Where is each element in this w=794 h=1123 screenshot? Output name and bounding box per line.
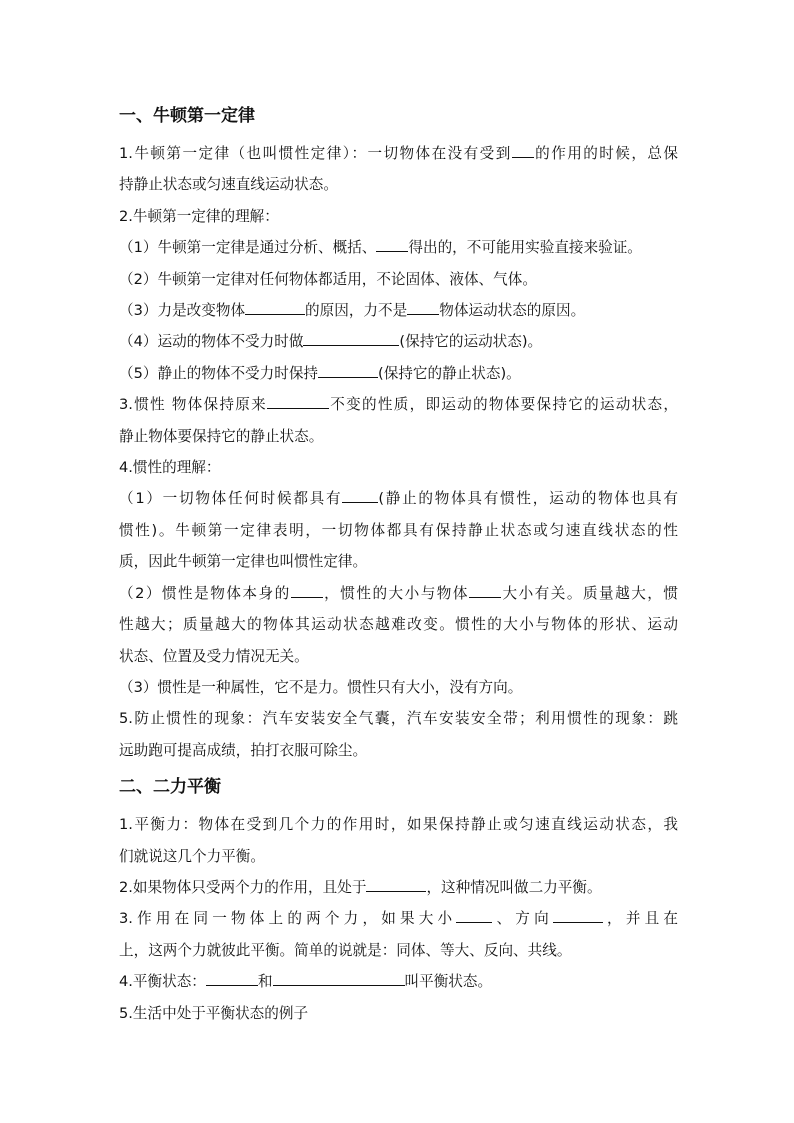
text: 上，这两个力就彼此平衡。简单的说就是：同体、等大、反向、共线。 bbox=[119, 941, 572, 959]
s1-line-1 bbox=[119, 138, 678, 169]
text: 4.平衡状态： bbox=[119, 973, 206, 991]
s2-line-5 bbox=[119, 935, 678, 966]
text: ，并且在 bbox=[602, 910, 678, 928]
fill-blank[interactable] bbox=[512, 143, 534, 158]
s1-line-12 bbox=[119, 483, 678, 514]
fill-blank[interactable] bbox=[342, 488, 378, 503]
text: （3）力是改变物体 bbox=[119, 302, 246, 320]
text: 5.防止惯性的现象：汽车安装安全气囊，汽车安装安全带；利用惯性的现象：跳 bbox=[119, 710, 678, 728]
text: 1.牛顿第一定律（也叫惯性定律）：一切物体在没有受到 bbox=[119, 145, 512, 162]
text: 不变的性质，即运动的物体要保持它的运动状态， bbox=[329, 396, 678, 414]
text: (静止的物体具有惯性，运动的物体也具有 bbox=[378, 490, 678, 508]
fill-blank[interactable] bbox=[366, 877, 426, 892]
text: （2）牛顿第一定律对任何物体都适用，不论固体、液体、气体。 bbox=[119, 270, 537, 288]
text: 2.如果物体只受两个力的作用，且处于 bbox=[119, 878, 367, 896]
text: (保持它的静止状态)。 bbox=[378, 364, 521, 382]
text: （2）惯性是物体本身的 bbox=[119, 584, 291, 602]
text: 3.惯性 物体保持原来 bbox=[119, 396, 267, 414]
fill-blank[interactable] bbox=[318, 363, 378, 378]
s2-line-7 bbox=[119, 998, 678, 1029]
s1-line-5 bbox=[119, 264, 678, 295]
text: 4.惯性的理解： bbox=[119, 459, 221, 477]
s1-line-13 bbox=[119, 515, 678, 546]
text: （1）牛顿第一定律是通过分析、概括、 bbox=[119, 239, 377, 257]
fill-blank[interactable] bbox=[206, 971, 258, 986]
text: 惯性)。牛顿第一定律表明，一切物体都具有保持静止状态或匀速直线状态的性 bbox=[119, 521, 678, 539]
s1-line-14 bbox=[119, 546, 678, 577]
fill-blank[interactable] bbox=[553, 908, 603, 923]
text: （5）静止的物体不受力时保持 bbox=[119, 364, 319, 382]
fill-blank[interactable] bbox=[291, 583, 323, 598]
fill-blank[interactable] bbox=[303, 331, 399, 346]
text: 2.牛顿第一定律的理解： bbox=[119, 207, 279, 225]
s1-line-10 bbox=[119, 421, 678, 452]
fill-blank[interactable] bbox=[273, 971, 405, 986]
text: 状态、位置及受力情况无关。 bbox=[119, 647, 309, 665]
text: 们就说这几个力平衡。 bbox=[119, 847, 265, 865]
s1-line-7 bbox=[119, 326, 678, 357]
fill-blank[interactable] bbox=[469, 583, 501, 598]
s1-line-19 bbox=[119, 703, 678, 734]
s2-line-3 bbox=[119, 872, 678, 903]
text: 3.作用在同一物体上的两个力，如果大小 bbox=[119, 910, 457, 928]
text: 叫平衡状态。 bbox=[404, 973, 493, 991]
text: 静止物体要保持它的静止状态。 bbox=[119, 427, 324, 445]
s2-line-6 bbox=[119, 966, 678, 997]
s1-line-17 bbox=[119, 641, 678, 672]
s2-line-4 bbox=[119, 903, 678, 934]
text: 1.平衡力：物体在受到几个力的作用时，如果保持静止或匀速直线运动状态，我 bbox=[119, 816, 678, 834]
text: （3）惯性是一种属性，它不是力。惯性只有大小，没有方向。 bbox=[119, 678, 523, 696]
s1-line-18 bbox=[119, 672, 678, 703]
text: 远助跑可提高成绩，拍打衣服可除尘。 bbox=[119, 741, 368, 759]
text: 的作用的时候，总保 bbox=[533, 145, 678, 162]
s1-line-15 bbox=[119, 578, 678, 609]
s1-line-4 bbox=[119, 232, 678, 263]
text: 物体运动状态的原因。 bbox=[439, 302, 586, 320]
text: （4）运动的物体不受力时做 bbox=[119, 333, 304, 351]
text: 5.生活中处于平衡状态的例子 bbox=[119, 1004, 309, 1022]
fill-blank[interactable] bbox=[245, 300, 305, 315]
text: ，惯性的大小与物体 bbox=[322, 584, 469, 602]
fill-blank[interactable] bbox=[456, 908, 492, 923]
section1-title: 一、牛顿第一定律 bbox=[119, 106, 255, 126]
text: 性越大；质量越大的物体其运动状态越难改变。惯性的大小与物体的形状、运动 bbox=[119, 616, 678, 634]
s1-line-8 bbox=[119, 358, 678, 389]
s1-line-20 bbox=[119, 735, 678, 766]
fill-blank[interactable] bbox=[267, 394, 329, 409]
s2-line-2 bbox=[119, 841, 678, 872]
s1-line-9 bbox=[119, 389, 678, 420]
s1-line-3 bbox=[119, 201, 678, 232]
text: ，这种情况叫做二力平衡。 bbox=[426, 878, 602, 896]
s1-line-16 bbox=[119, 609, 678, 640]
s1-line-2 bbox=[119, 169, 678, 200]
text: (保持它的运动状态)。 bbox=[399, 333, 543, 351]
s1-line-6 bbox=[119, 295, 678, 326]
text: 大小有关。质量越大，惯 bbox=[501, 584, 678, 602]
text: 、方向 bbox=[492, 910, 553, 928]
fill-blank[interactable] bbox=[407, 300, 439, 315]
text: （1）一切物体任何时候都具有 bbox=[119, 490, 343, 508]
s2-line-1 bbox=[119, 809, 678, 840]
text: 得出的，不可能用实验直接来验证。 bbox=[408, 239, 642, 257]
fill-blank[interactable] bbox=[376, 237, 408, 252]
text: 的原因，力不是 bbox=[305, 302, 408, 320]
text: 和 bbox=[257, 973, 273, 991]
s1-line-11 bbox=[119, 452, 678, 483]
section2-title: 二、二力平衡 bbox=[119, 777, 221, 798]
text: 持静止状态或匀速直线运动状态。 bbox=[119, 176, 338, 194]
text: 质，因此牛顿第一定律也叫惯性定律。 bbox=[119, 553, 368, 571]
